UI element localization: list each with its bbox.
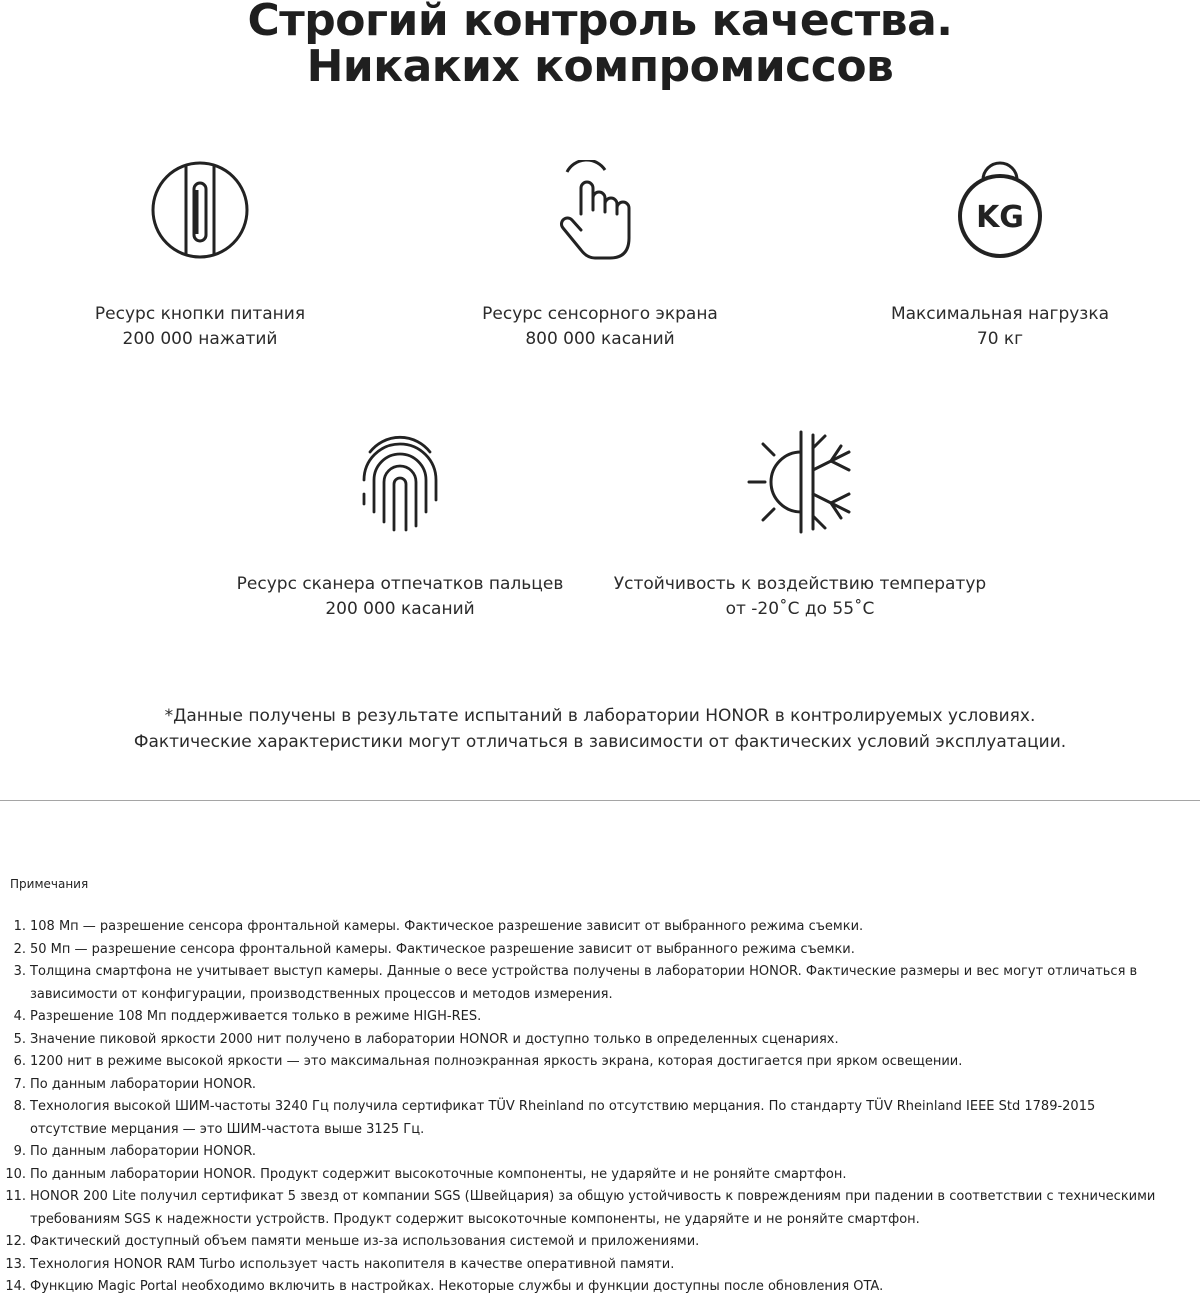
- page-title: [0, 0, 1200, 90]
- title-line-2: Никаких компромиссов: [306, 41, 894, 92]
- feature-value: 200 000 касаний: [325, 599, 475, 619]
- feature-label: Ресурс сканера отпечатков пальцев: [236, 574, 564, 594]
- note-number: 2.: [13, 941, 26, 957]
- note-number: 12.: [5, 1234, 26, 1249]
- disclaimer: [0, 703, 1200, 755]
- power-button-icon: [150, 160, 250, 260]
- note-item: [0, 1006, 1160, 1029]
- feature-label: Ресурс кнопки питания: [94, 304, 306, 324]
- note-number: 6.: [13, 1054, 26, 1069]
- sun-snowflake-icon: [745, 430, 855, 534]
- feature-fingerprint: [230, 430, 570, 630]
- note-number: 10.: [5, 1166, 26, 1182]
- note-number: 3.: [13, 964, 26, 979]
- notes-list: [0, 916, 1160, 1299]
- note-item: [0, 1186, 1160, 1231]
- feature-value: 200 000 нажатий: [122, 329, 278, 349]
- note-item: [0, 1051, 1160, 1074]
- feature-touch-screen: [450, 160, 750, 360]
- note-number: 14.: [5, 1279, 26, 1294]
- note-text: Разрешение 108 Мп поддерживается только в режиме HIGH-RES.: [30, 1009, 482, 1024]
- note-item: [0, 1096, 1160, 1141]
- note-item: [0, 961, 1160, 1006]
- note-item: [0, 1074, 1160, 1097]
- note-item: [0, 1164, 1160, 1187]
- disclaimer-line-2: Фактические характеристики могут отличаться в зависимости от фактических условий эксплуатации.: [133, 732, 1067, 752]
- note-text: 50 Мп — разрешение сенсора фронтальной камеры. Фактическое разрешение зависит от выбранного режима съемки.: [30, 941, 855, 957]
- note-number: 4.: [13, 1009, 26, 1024]
- kg-label: KG: [976, 200, 1024, 235]
- note-item: [0, 939, 1160, 962]
- touch-finger-icon: [555, 160, 645, 262]
- note-text: Технология HONOR RAM Turbo использует часть накопителя в качестве оперативной памяти.: [30, 1256, 675, 1272]
- note-number: 7.: [13, 1076, 26, 1092]
- feature-value: 70 кг: [976, 329, 1024, 349]
- note-text: 108 Мп — разрешение сенсора фронтальной камеры. Фактическое разрешение зависит от выбранного режима съемки.: [30, 919, 864, 934]
- feature-power-button: [50, 160, 350, 360]
- kg-weight-icon: [955, 160, 1045, 260]
- feature-label: Ресурс сенсорного экрана: [482, 304, 718, 324]
- note-text: Толщина смартфона не учитывает выступ камеры. Данные о весе устройства получены в лаборатории HONOR. Фактические размеры и вес могут отличаться в зависимости от конфигурации, производственных процессов и методов измерения.: [30, 964, 1138, 1002]
- divider: [0, 800, 1200, 801]
- note-text: Функцию Magic Portal необходимо включить в настройках. Некоторые службы и функции доступны после обновления OTA.: [30, 1279, 884, 1294]
- feature-temperature: [600, 430, 1000, 630]
- fingerprint-icon: [360, 430, 440, 534]
- notes-title: Примечания: [10, 877, 89, 891]
- note-text: HONOR 200 Lite получил сертификат 5 звезд от компании SGS (Швейцария) за общую устойчивость к повреждениям при падении в соответствии с техническими требованиям SGS к надежности устройств. Продукт содержит высокоточные компоненты, не ударяйте и не роняйте смартфон.: [30, 1189, 1156, 1227]
- note-text: По данным лаборатории HONOR.: [30, 1076, 256, 1092]
- note-text: Значение пиковой яркости 2000 нит получено в лаборатории HONOR и доступно только в определенных сценариях.: [30, 1031, 839, 1047]
- title-line-1: Строгий контроль качества.: [247, 0, 953, 46]
- note-item: [0, 1029, 1160, 1052]
- feature-label: Устойчивость к воздействию температур: [613, 574, 987, 594]
- note-number: 5.: [13, 1031, 26, 1047]
- note-text: 1200 нит в режиме высокой яркости — это максимальная полноэкранная яркость экрана, которая достигается при ярком освещении.: [30, 1054, 963, 1069]
- note-text: Фактический доступный объем памяти меньше из-за использования системой и приложениями.: [30, 1234, 700, 1249]
- disclaimer-line-1: *Данные получены в результате испытаний в лаборатории HONOR в контролируемых условиях.: [164, 706, 1036, 726]
- note-text: По данным лаборатории HONOR. Продукт содержит высокоточные компоненты, не ударяйте и не роняйте смартфон.: [30, 1166, 847, 1182]
- note-number: 11.: [5, 1189, 26, 1204]
- feature-value: от -20˚С до 55˚С: [725, 599, 875, 619]
- note-item: [0, 1254, 1160, 1277]
- feature-max-load: [850, 160, 1150, 360]
- note-text: Технология высокой ШИМ-частоты 3240 Гц получила сертификат TÜV Rheinland по отсутствию мерцания. По стандарту TÜV Rheinland IEEE Std 1789-2015 отсутствие мерцания — это ШИМ-частота выше 3125 Гц.: [30, 1099, 1096, 1137]
- feature-value: 800 000 касаний: [525, 329, 675, 349]
- note-number: 9.: [13, 1144, 26, 1159]
- note-item: [0, 1231, 1160, 1254]
- feature-label: Максимальная нагрузка: [890, 304, 1110, 324]
- note-number: 13.: [5, 1256, 26, 1272]
- note-item: [0, 916, 1160, 939]
- note-text: По данным лаборатории HONOR.: [30, 1144, 256, 1159]
- note-item: [0, 1276, 1160, 1299]
- note-item: [0, 1141, 1160, 1164]
- note-number: 1.: [13, 919, 26, 934]
- note-number: 8.: [13, 1099, 26, 1114]
